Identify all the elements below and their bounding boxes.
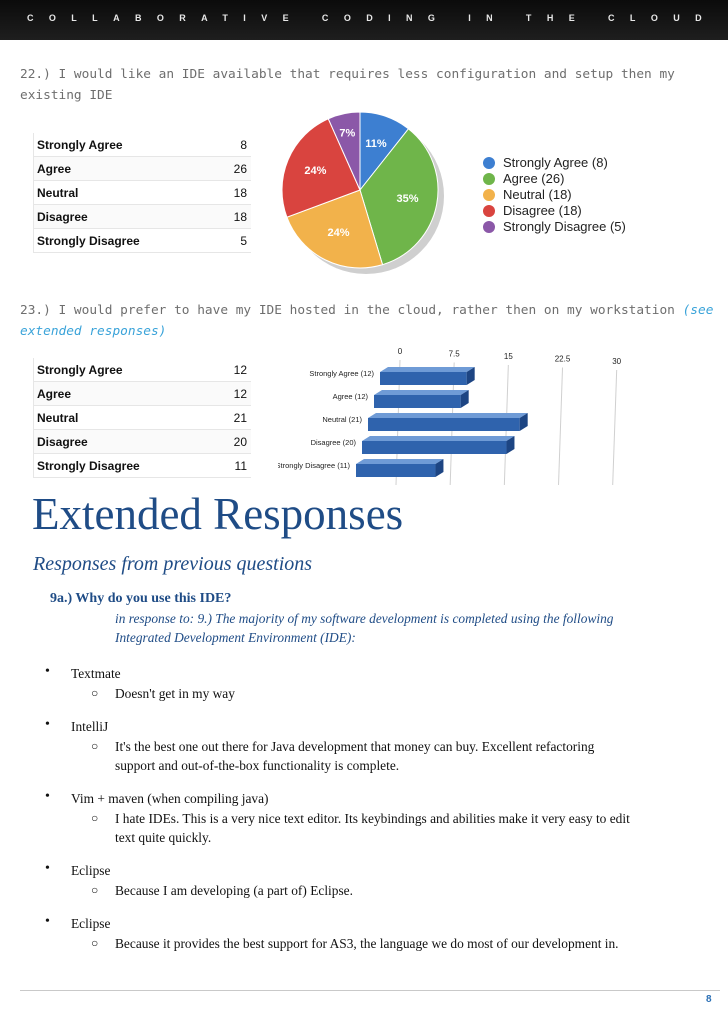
ide-name: Eclipse: [71, 863, 111, 878]
category-label: Neutral (21): [322, 415, 362, 424]
x-tick-label: 22.5: [554, 354, 571, 364]
response-text: ○ Because it provides the best support for AS3, the language we do most of our development in.: [91, 936, 619, 951]
category-label: Strongly Agree (12): [309, 369, 374, 378]
category-label: Strongly Disagree (11): [278, 461, 350, 470]
legend-swatch: [483, 189, 495, 201]
table-row: [34, 382, 252, 406]
q22-response-table: [33, 133, 251, 253]
ide-name: Eclipse: [71, 916, 111, 931]
sub-bullet-icon: ○: [91, 686, 99, 700]
bullet-icon: •: [45, 861, 50, 876]
q23-bar-chart: [278, 340, 638, 495]
legend-swatch: [483, 157, 495, 169]
bar-top: [368, 413, 528, 418]
sub-bullet-icon: ○: [91, 883, 99, 897]
bar: [380, 372, 467, 385]
response-count: 8: [217, 133, 251, 157]
list-item: [36, 717, 636, 775]
table-row: [34, 229, 252, 253]
response-text: ○ Doesn't get in my way: [91, 686, 235, 701]
ide-name: IntelliJ: [71, 719, 109, 734]
sub-bullet-icon: ○: [91, 811, 99, 825]
response-count: 21: [217, 406, 251, 430]
response-label: Disagree: [34, 205, 217, 229]
question-22: 22.) I would like an IDE available that requires less configuration and setup then my existing IDE: [20, 67, 675, 103]
document-header-title: COLLABORATIVE CODING IN THE CLOUD: [26, 13, 718, 23]
bullet-icon: •: [45, 664, 50, 679]
legend-item: [483, 187, 643, 203]
legend-item: [483, 155, 643, 171]
question-9a-heading: 9a.) Why do you use this IDE?: [50, 591, 232, 606]
extended-responses-subtitle: Responses from previous questions: [33, 553, 313, 575]
response-label: Neutral: [34, 406, 217, 430]
legend-label: Agree (26): [503, 171, 565, 186]
gridline: [559, 368, 563, 486]
response-count: 18: [217, 205, 251, 229]
response-label: Agree: [34, 157, 217, 181]
x-tick-label: 30: [612, 357, 622, 366]
bar: [368, 418, 520, 431]
table-row: [34, 133, 252, 157]
question-9a-reference: in response to: 9.) The majority of my software development is completed using the following Integrated Development Environment (IDE):: [115, 611, 614, 645]
gridline: [613, 370, 617, 485]
bullet-icon: •: [45, 914, 50, 929]
response-text: ○ Because I am developing (a part of) Eclipse.: [91, 883, 353, 898]
table-row: [34, 358, 252, 382]
footer-rule: [20, 990, 720, 991]
bar-top: [374, 390, 469, 395]
response-count: 26: [217, 157, 251, 181]
q22-pie-legend: [483, 155, 643, 235]
page-number: 8: [706, 994, 712, 1005]
list-item: [36, 914, 636, 953]
legend-item: [483, 219, 643, 235]
list-item: [36, 664, 636, 703]
legend-label: Neutral (18): [503, 187, 572, 202]
response-label: Strongly Disagree: [34, 454, 217, 478]
see-extended-responses-link[interactable]: (see extended responses): [20, 303, 714, 339]
legend-swatch: [483, 205, 495, 217]
ide-name: Vim + maven (when compiling java): [71, 791, 269, 806]
legend-item: [483, 203, 643, 219]
legend-swatch: [483, 173, 495, 185]
x-tick-label: 0: [397, 347, 403, 356]
table-row: [34, 430, 252, 454]
category-label: Agree (12): [332, 392, 368, 401]
response-label: Agree: [34, 382, 217, 406]
x-tick-label: 15: [503, 352, 513, 361]
response-label: Strongly Agree: [34, 358, 217, 382]
response-count: 5: [217, 229, 251, 253]
pie-percent-label: 11%: [365, 138, 387, 151]
response-label: Strongly Agree: [34, 133, 217, 157]
legend-item: [483, 171, 643, 187]
bar-top: [362, 436, 514, 441]
bar-top: [356, 459, 443, 464]
question-23-text: 23.) I would prefer to have my IDE hosted in the cloud, rather then on my workstation: [20, 303, 675, 318]
response-list: [36, 664, 636, 967]
bullet-icon: •: [45, 789, 50, 804]
legend-swatch: [483, 221, 495, 233]
q22-pie-chart: [272, 108, 462, 283]
table-row: [34, 406, 252, 430]
response-count: 18: [217, 181, 251, 205]
response-count: 20: [217, 430, 251, 454]
bullet-icon: •: [45, 717, 50, 732]
response-text: ○ It's the best one out there for Java development that money can buy. Excellent refactoring support and out-of-the-box functionality is complete.: [91, 739, 595, 773]
pie-percent-label: 24%: [327, 227, 350, 240]
table-row: [34, 181, 252, 205]
category-label: Disagree (20): [310, 438, 356, 447]
response-count: 11: [217, 454, 251, 478]
question-23: [20, 300, 720, 342]
table-row: [34, 205, 252, 229]
bar: [362, 441, 506, 454]
extended-responses-heading: Extended Responses: [32, 489, 404, 539]
bar-top: [380, 367, 475, 372]
ide-name: Textmate: [71, 666, 121, 681]
sub-bullet-icon: ○: [91, 739, 99, 753]
response-text: ○ I hate IDEs. This is a very nice text editor. Its keybindings and abilities make it very easy to edit text quite quickly.: [91, 811, 630, 845]
pie-percent-label: 24%: [304, 165, 327, 178]
q23-response-table: [33, 358, 251, 478]
legend-label: Disagree (18): [503, 203, 582, 218]
response-label: Neutral: [34, 181, 217, 205]
response-label: Strongly Disagree: [34, 229, 217, 253]
response-count: 12: [217, 358, 251, 382]
table-row: [34, 454, 252, 478]
legend-label: Strongly Agree (8): [503, 155, 608, 170]
bar: [356, 464, 435, 477]
legend-label: Strongly Disagree (5): [503, 219, 626, 234]
response-label: Disagree: [34, 430, 217, 454]
response-count: 12: [217, 382, 251, 406]
bar: [374, 395, 461, 408]
pie-percent-label: 35%: [396, 192, 419, 205]
list-item: [36, 789, 636, 847]
pie-percent-label: 7%: [339, 127, 356, 140]
table-row: [34, 157, 252, 181]
list-item: [36, 861, 636, 900]
x-tick-label: 7.5: [448, 349, 460, 359]
sub-bullet-icon: ○: [91, 936, 99, 950]
